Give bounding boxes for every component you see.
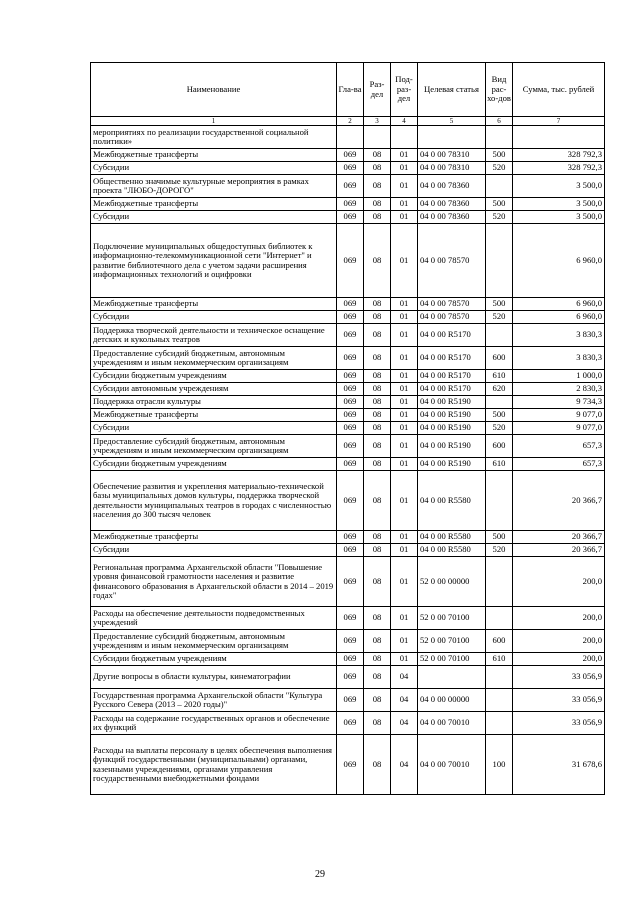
row-subsection: 01 [391,175,418,198]
row-sum: 3 830,3 [513,324,605,347]
row-subsection: 01 [391,435,418,458]
row-subsection: 01 [391,409,418,422]
row-target: 52 0 00 70100 [418,607,486,630]
table-row [91,347,605,370]
col-number: 5 [418,117,486,126]
row-chapter: 069 [337,409,364,422]
row-target: 04 0 00 R5190 [418,435,486,458]
row-section: 08 [364,666,391,689]
row-sum: 200,0 [513,653,605,666]
col-number: 3 [364,117,391,126]
row-name: Субсидии бюджетным учреждениям [91,653,337,666]
header-name: Наименование [91,63,337,117]
row-sum: 200,0 [513,630,605,653]
row-sum: 6 960,0 [513,311,605,324]
row-section: 08 [364,383,391,396]
row-chapter: 069 [337,162,364,175]
row-name: Расходы на выплаты персоналу в целях обеспечения выполнения функций государственными (муниципальными) органами, казенными учреждениями, органами управления государственными внебюджетными фондами [91,735,337,795]
row-chapter: 069 [337,653,364,666]
row-section: 08 [364,347,391,370]
table-row [91,689,605,712]
row-sum: 328 792,3 [513,149,605,162]
row-chapter: 069 [337,607,364,630]
row-name: Подключение муниципальных общедоступных библиотек к информационно-телекоммуникационной сети "Интернет" и развитие библиотечного дела с учетом задачи расширения информационных технологий и оцифровки [91,224,337,298]
header-chapter: Гла-ва [337,63,364,117]
row-chapter: 069 [337,211,364,224]
row-sum: 6 960,0 [513,224,605,298]
header-kind: Вид рас-хо-дов [486,63,513,117]
row-kind: 600 [486,347,513,370]
row-name: Субсидии бюджетным учреждениям [91,458,337,471]
row-chapter: 069 [337,324,364,347]
row-subsection: 04 [391,712,418,735]
table-row [91,422,605,435]
header-section: Раз-дел [364,63,391,117]
row-subsection: 01 [391,458,418,471]
row-chapter: 069 [337,630,364,653]
row-chapter: 069 [337,531,364,544]
row-subsection: 04 [391,666,418,689]
table-row [91,162,605,175]
col-number: 1 [91,117,337,126]
table-row [91,324,605,347]
row-sum: 3 500,0 [513,175,605,198]
row-sum: 33 056,9 [513,666,605,689]
row-chapter: 069 [337,458,364,471]
row-chapter: 069 [337,175,364,198]
table-row [91,544,605,557]
row-section: 08 [364,198,391,211]
row-target: 04 0 00 78570 [418,311,486,324]
row-section: 08 [364,689,391,712]
col-number: 4 [391,117,418,126]
row-target: 04 0 00 R5170 [418,324,486,347]
row-target: 52 0 00 70100 [418,630,486,653]
row-chapter: 069 [337,224,364,298]
row-chapter: 069 [337,149,364,162]
row-kind [486,324,513,347]
row-kind: 520 [486,211,513,224]
row-chapter: 069 [337,471,364,531]
row-section: 08 [364,370,391,383]
row-sum: 200,0 [513,607,605,630]
row-section: 08 [364,531,391,544]
row-section: 08 [364,211,391,224]
table-row [91,409,605,422]
row-subsection: 01 [391,557,418,607]
table-row [91,311,605,324]
row-sum: 657,3 [513,458,605,471]
col-number: 6 [486,117,513,126]
row-subsection: 01 [391,531,418,544]
row-chapter: 069 [337,298,364,311]
row-section: 08 [364,735,391,795]
row-kind [486,471,513,531]
row-name: Межбюджетные трансферты [91,531,337,544]
row-target: 04 0 00 R5170 [418,347,486,370]
row-subsection: 01 [391,298,418,311]
row-sum [513,126,605,149]
row-name: Обеспечение развития и укрепления материально-технической базы муниципальных домов культуры, поддержка творческой деятельности муниципальных театров в городах с численностью населения до 300 тысяч человек [91,471,337,531]
row-subsection: 01 [391,383,418,396]
row-name: Субсидии [91,544,337,557]
row-chapter: 069 [337,435,364,458]
row-subsection: 01 [391,653,418,666]
row-kind: 500 [486,298,513,311]
table-row [91,435,605,458]
row-chapter: 069 [337,198,364,211]
row-kind: 100 [486,735,513,795]
row-chapter: 069 [337,557,364,607]
table-row [91,175,605,198]
row-target: 04 0 00 78310 [418,162,486,175]
row-subsection: 01 [391,211,418,224]
row-target: 04 0 00 78570 [418,298,486,311]
row-kind: 610 [486,370,513,383]
row-section: 08 [364,422,391,435]
row-kind: 600 [486,630,513,653]
row-section: 08 [364,298,391,311]
row-chapter: 069 [337,712,364,735]
row-sum: 31 678,6 [513,735,605,795]
row-sum: 9 077,0 [513,422,605,435]
row-name: Субсидии [91,422,337,435]
header-target: Целевая статья [418,63,486,117]
row-sum: 33 056,9 [513,689,605,712]
row-sum: 9 734,3 [513,396,605,409]
row-section: 08 [364,607,391,630]
row-subsection: 01 [391,630,418,653]
table-row [91,653,605,666]
table-body [91,126,605,795]
row-subsection [391,126,418,149]
row-name: Межбюджетные трансферты [91,409,337,422]
row-sum: 3 830,3 [513,347,605,370]
row-subsection: 01 [391,347,418,370]
row-target: 04 0 00 00000 [418,689,486,712]
row-target: 04 0 00 78310 [418,149,486,162]
header-subsection: Под-раз-дел [391,63,418,117]
row-subsection: 01 [391,311,418,324]
row-section: 08 [364,149,391,162]
table-row [91,471,605,531]
row-target: 04 0 00 R5190 [418,458,486,471]
row-kind [486,175,513,198]
row-section: 08 [364,175,391,198]
row-target: 04 0 00 R5580 [418,544,486,557]
row-chapter: 069 [337,311,364,324]
row-chapter: 069 [337,370,364,383]
row-kind [486,666,513,689]
row-kind [486,607,513,630]
row-target: 04 0 00 70010 [418,712,486,735]
table-row [91,607,605,630]
row-kind [486,396,513,409]
col-number: 7 [513,117,605,126]
row-chapter: 069 [337,544,364,557]
table-row [91,557,605,607]
row-section: 08 [364,557,391,607]
row-target: 04 0 00 R5190 [418,396,486,409]
row-section: 08 [364,409,391,422]
row-target: 52 0 00 00000 [418,557,486,607]
row-name: Другие вопросы в области культуры, кинематографии [91,666,337,689]
row-sum: 200,0 [513,557,605,607]
row-target: 04 0 00 R5580 [418,471,486,531]
row-target: 04 0 00 78360 [418,198,486,211]
table-row [91,198,605,211]
row-subsection: 04 [391,735,418,795]
row-name: Поддержка отрасли культуры [91,396,337,409]
row-sum: 33 056,9 [513,712,605,735]
row-subsection: 01 [391,162,418,175]
row-kind: 520 [486,162,513,175]
row-sum: 6 960,0 [513,298,605,311]
row-target: 04 0 00 78360 [418,211,486,224]
row-name: мероприятиях по реализации государственной социальной политики» [91,126,337,149]
row-kind: 600 [486,435,513,458]
row-kind: 610 [486,458,513,471]
row-kind: 620 [486,383,513,396]
table-row [91,370,605,383]
row-name: Субсидии автономным учреждениям [91,383,337,396]
row-kind [486,126,513,149]
row-section: 08 [364,311,391,324]
row-name: Региональная программа Архангельской области "Повышение уровня финансовой грамотности населения и развитие финансового образования в Архангельской области в 2014 – 2019 годах" [91,557,337,607]
table-row [91,149,605,162]
row-subsection: 01 [391,224,418,298]
row-target: 04 0 00 R5170 [418,383,486,396]
row-target: 52 0 00 70100 [418,653,486,666]
row-chapter: 069 [337,666,364,689]
row-sum: 328 792,3 [513,162,605,175]
row-name: Поддержка творческой деятельности и техническое оснащение детских и кукольных театров [91,324,337,347]
table-row [91,211,605,224]
row-subsection: 01 [391,370,418,383]
row-subsection: 04 [391,689,418,712]
row-name: Предоставление субсидий бюджетным, автономным учреждениям и иным некоммерческим организациям [91,347,337,370]
row-chapter [337,126,364,149]
row-sum: 3 500,0 [513,198,605,211]
row-name: Государственная программа Архангельской области "Культура Русского Севера (2013 – 2020 годы)" [91,689,337,712]
row-kind [486,224,513,298]
row-name: Предоставление субсидий бюджетным, автономным учреждениям и иным некоммерческим организациям [91,630,337,653]
row-kind: 520 [486,422,513,435]
row-target: 04 0 00 78360 [418,175,486,198]
row-name: Межбюджетные трансферты [91,298,337,311]
table-header-row [91,63,605,117]
row-subsection: 01 [391,198,418,211]
row-name: Предоставление субсидий бюджетным, автономным учреждениям и иным некоммерческим организациям [91,435,337,458]
row-sum: 9 077,0 [513,409,605,422]
row-section [364,126,391,149]
table-row [91,531,605,544]
row-sum: 20 366,7 [513,544,605,557]
table-row [91,224,605,298]
row-section: 08 [364,224,391,298]
row-section: 08 [364,435,391,458]
row-name: Субсидии [91,311,337,324]
row-subsection: 01 [391,471,418,531]
row-section: 08 [364,544,391,557]
row-subsection: 01 [391,149,418,162]
row-section: 08 [364,324,391,347]
row-sum: 20 366,7 [513,471,605,531]
row-section: 08 [364,653,391,666]
row-kind [486,712,513,735]
row-subsection: 01 [391,544,418,557]
row-kind: 520 [486,311,513,324]
row-chapter: 069 [337,396,364,409]
row-chapter: 069 [337,422,364,435]
row-kind: 500 [486,409,513,422]
row-section: 08 [364,162,391,175]
row-section: 08 [364,712,391,735]
row-name: Расходы на содержание государственных органов и обеспечение их функций [91,712,337,735]
row-kind: 500 [486,149,513,162]
row-subsection: 01 [391,324,418,347]
row-kind [486,689,513,712]
table-row [91,298,605,311]
row-subsection: 01 [391,607,418,630]
row-target: 04 0 00 R5170 [418,370,486,383]
page-number: 29 [315,869,325,880]
table-row [91,126,605,149]
row-target [418,126,486,149]
table-row [91,383,605,396]
row-kind: 500 [486,531,513,544]
row-chapter: 069 [337,735,364,795]
row-target [418,666,486,689]
row-sum: 20 366,7 [513,531,605,544]
table-row [91,712,605,735]
row-section: 08 [364,396,391,409]
row-target: 04 0 00 R5190 [418,409,486,422]
row-sum: 3 500,0 [513,211,605,224]
row-kind: 520 [486,544,513,557]
row-chapter: 069 [337,383,364,396]
table-row [91,666,605,689]
row-section: 08 [364,471,391,531]
row-name: Субсидии бюджетным учреждениям [91,370,337,383]
row-name: Расходы на обеспечение деятельности подведомственных учреждений [91,607,337,630]
row-kind: 500 [486,198,513,211]
row-name: Межбюджетные трансферты [91,149,337,162]
row-sum: 2 830,3 [513,383,605,396]
table-row [91,630,605,653]
row-target: 04 0 00 R5580 [418,531,486,544]
row-subsection: 01 [391,422,418,435]
row-sum: 657,3 [513,435,605,458]
row-name: Межбюджетные трансферты [91,198,337,211]
table-row [91,458,605,471]
row-chapter: 069 [337,347,364,370]
column-number-row [91,117,605,126]
header-sum: Сумма, тыс. рублей [513,63,605,117]
col-number: 2 [337,117,364,126]
row-target: 04 0 00 78570 [418,224,486,298]
row-name: Субсидии [91,211,337,224]
row-section: 08 [364,458,391,471]
row-name: Субсидии [91,162,337,175]
row-chapter: 069 [337,689,364,712]
table-row [91,735,605,795]
row-target: 04 0 00 R5190 [418,422,486,435]
row-kind: 610 [486,653,513,666]
row-section: 08 [364,630,391,653]
row-subsection: 01 [391,396,418,409]
row-target: 04 0 00 70010 [418,735,486,795]
row-kind [486,557,513,607]
budget-table [90,62,605,795]
table-row [91,396,605,409]
row-name: Общественно значимые культурные мероприятия в рамках проекта "ЛЮБО-ДОРОГО" [91,175,337,198]
row-sum: 1 000,0 [513,370,605,383]
